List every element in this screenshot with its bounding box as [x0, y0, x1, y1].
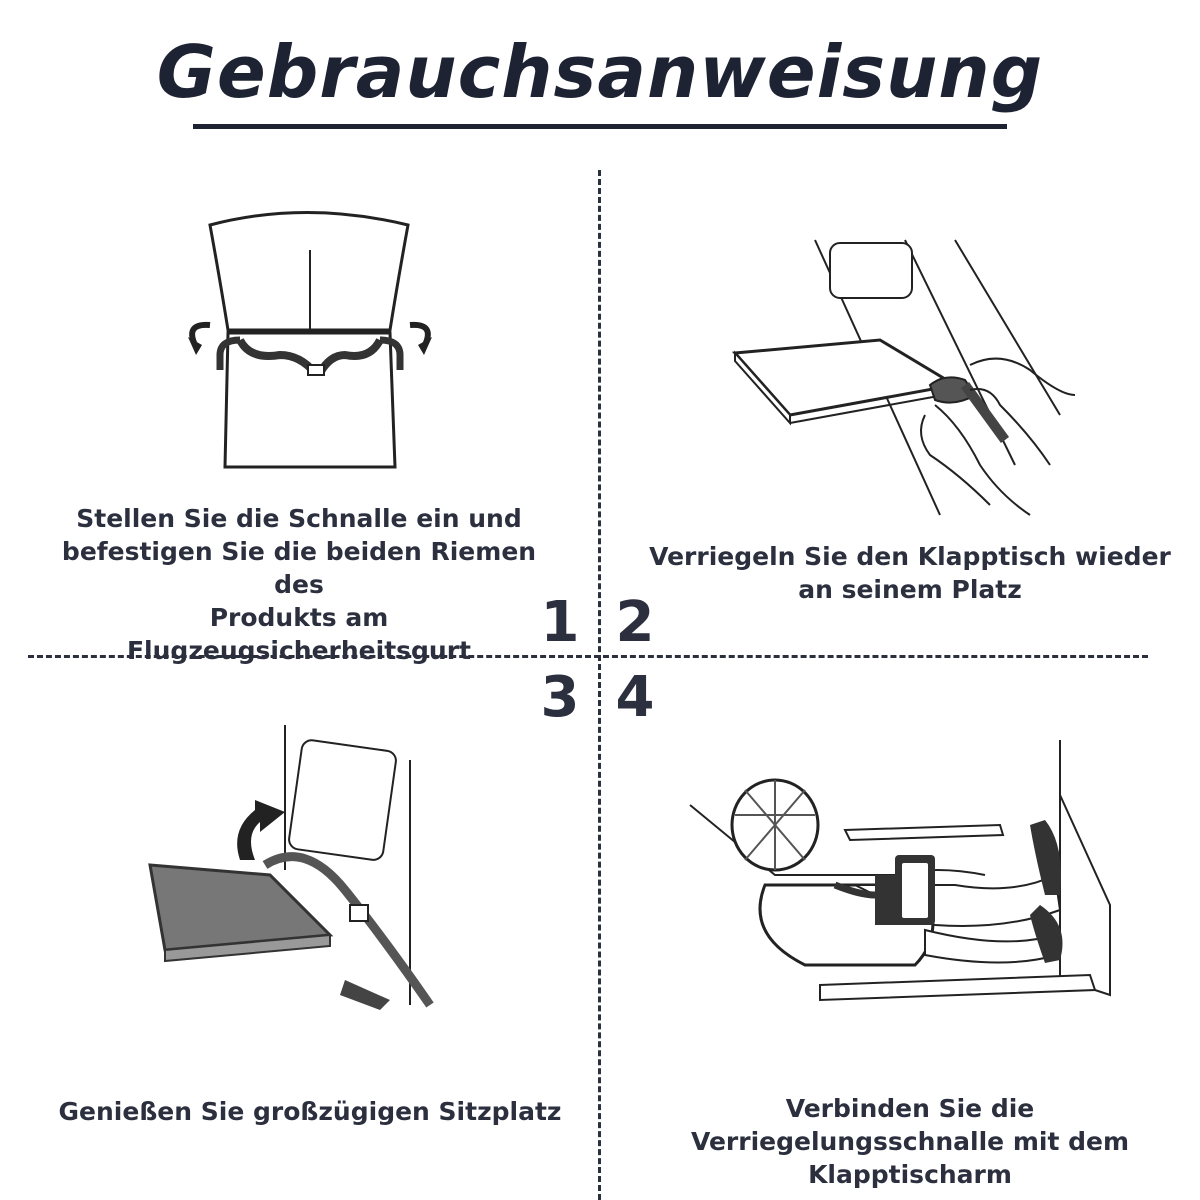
caption-line: Produkts am Flugzeugsicherheitsgurt [126, 603, 472, 665]
title-underline [193, 124, 1007, 129]
step-number-4: 4 [615, 665, 655, 730]
step-2-caption [645, 540, 1175, 606]
caption-line: Stellen Sie die Schnalle ein und [76, 504, 522, 533]
seat-strap-illustration [180, 205, 440, 475]
page-title: Gebrauchsanweisung [156, 30, 1044, 114]
caption-line: befestigen Sie die beiden Riemen des [61, 537, 537, 599]
caption-line: Genießen Sie großzügigen Sitzplatz [58, 1097, 562, 1126]
tray-seat-illustration [145, 720, 445, 1010]
step-3-caption [30, 1095, 590, 1128]
caption-line: an seinem Platz [798, 575, 1022, 604]
vertical-divider [598, 170, 601, 1200]
caption-line: Verbinden Sie die [785, 1094, 1035, 1123]
caption-line: Verriegelungsschnalle mit dem [690, 1127, 1130, 1156]
step-1-caption [40, 502, 558, 667]
caption-line: Klapptischarm [808, 1160, 1012, 1189]
tray-lock-illustration [730, 235, 1090, 520]
step-number-3: 3 [540, 665, 580, 730]
caption-line: Verriegeln Sie den Klapptisch wieder [649, 542, 1171, 571]
step-number-1: 1 [540, 590, 580, 655]
step-4-caption [660, 1092, 1160, 1191]
step-number-2: 2 [615, 590, 655, 655]
child-lying-illustration [685, 735, 1115, 1010]
